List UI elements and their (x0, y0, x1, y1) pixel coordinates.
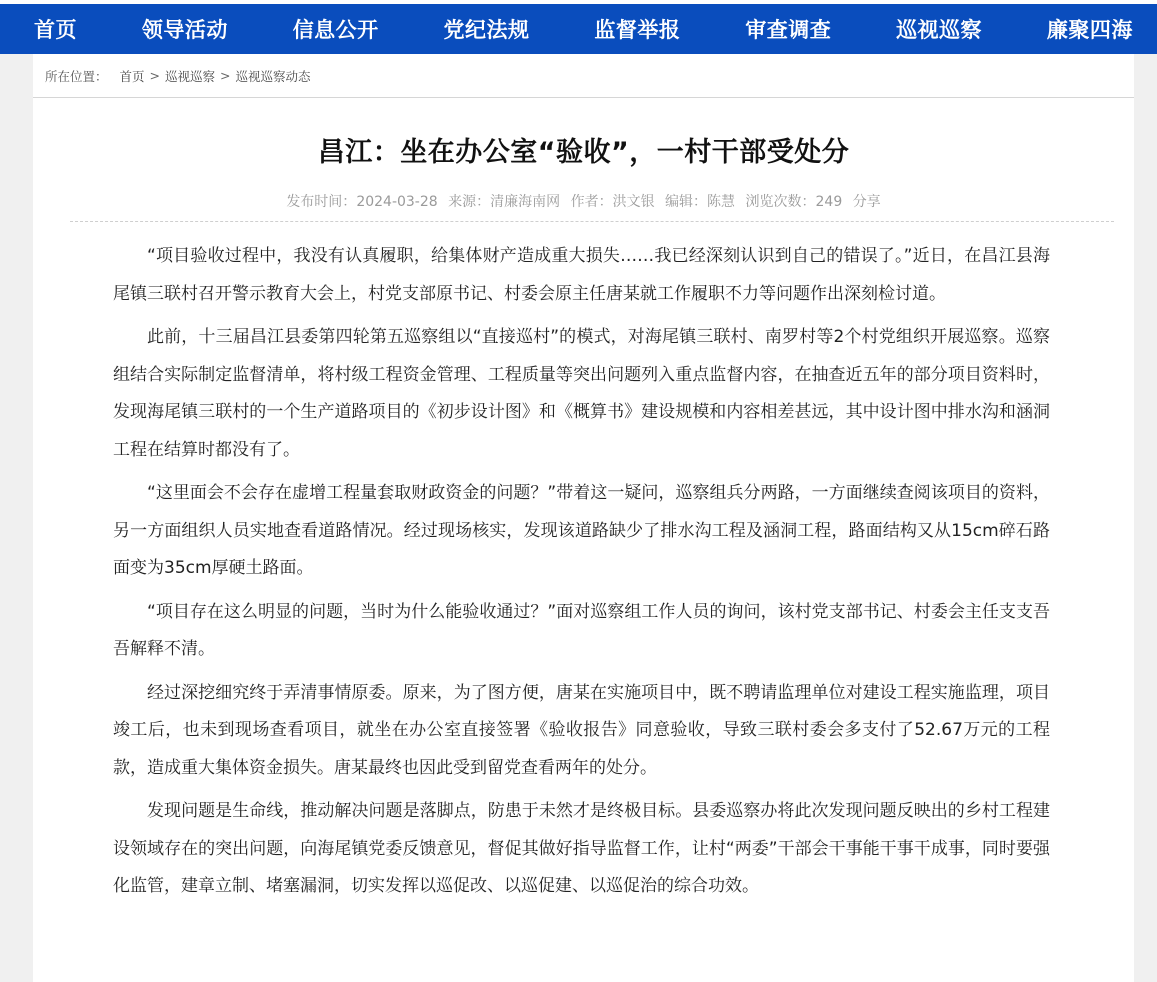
nav-item-information-disclosure[interactable]: 信息公开 (292, 18, 379, 42)
publish-date: 2024-03-28 (356, 194, 438, 210)
breadcrumb-separator: > (149, 68, 161, 83)
article-paragraph: 此前，十三届昌江县委第四轮第五巡察组以“直接巡村”的模式，对海尾镇三联村、南罗村等2个村党组织开展巡察。巡察组结合实际制定监督清单，将村级工程资金管理、工程质量等突出问题列入重点监督内容，在抽查近五年的部分项目资料时，发现海尾镇三联村的一个生产道路项目的《初步设计图》和《概算书》建设规模和内容相差甚远，其中设计图中排水沟和涵洞工程在结算时都没有了。 (113, 327, 1050, 460)
source-value: 清廉海南网 (490, 194, 561, 210)
breadcrumb-home[interactable]: 首页 (119, 68, 145, 84)
author (571, 194, 655, 210)
source (448, 194, 560, 210)
breadcrumb-separator: > (220, 68, 231, 83)
share-button[interactable]: 分享 (852, 194, 881, 210)
article-panel (33, 54, 1134, 982)
article-paragraph: 发现问题是生命线，推动解决问题是落脚点，防患于未然才是终极目标。县委巡察办将此次发现问题反映出的乡村工程建设领域存在的突出问题，向海尾镇党委反馈意见，督促其做好指导监督工作，让村“两委”干部会干事能干事干成事，同时要强化监管，建章立制、堵塞漏洞，切实发挥以巡促改、以巡促建、以巡促治的综合功效。 (113, 801, 1050, 896)
source-label: 来源： (448, 194, 491, 210)
nav-item-inspection-tour[interactable]: 巡视巡察 (896, 18, 983, 42)
article-paragraph: “项目存在这么明显的问题，当时为什么能验收通过？”面对巡察组工作人员的询问，该村党支部书记、村委会主任支支吾吾解释不清。 (113, 601, 1050, 659)
article-body (33, 222, 1134, 906)
nav-item-lianju-sihai[interactable]: 廉聚四海 (1046, 18, 1133, 42)
article-paragraph: “这里面会不会存在虚增工程量套取财政资金的问题？”带着这一疑问，巡察组兵分两路，一方面继续查阅该项目的资料，另一方面组织人员实地查看道路情况。经过现场核实，发现该道路缺少了排水沟工程及涵洞工程，路面结构又从15cm碎石路面变为35cm厚硬土路面。 (113, 483, 1050, 578)
breadcrumb-inspection[interactable]: 巡视巡察 (165, 68, 216, 84)
nav-item-review-investigation[interactable]: 审查调查 (745, 18, 832, 42)
views-value: 249 (815, 194, 843, 210)
author-value: 洪文银 (612, 194, 655, 210)
editor (665, 194, 735, 210)
breadcrumb-label: 所在位置： (45, 68, 108, 84)
article-title: 昌江：坐在办公室“验收”，一村干部受处分 (317, 137, 850, 168)
editor-value: 陈慧 (707, 194, 736, 210)
publish-label: 发布时间： (286, 194, 357, 210)
view-count (746, 194, 843, 210)
nav-item-home[interactable]: 首页 (34, 18, 77, 42)
nav-item-supervision-report[interactable]: 监督举报 (594, 18, 681, 42)
breadcrumb-inspection-news[interactable]: 巡视巡察动态 (235, 68, 311, 84)
article-paragraph: 经过深挖细究终于弄清事情原委。原来，为了图方便，唐某在实施项目中，既不聘请监理单位对建设工程实施监理，项目竣工后，也未到现场查看项目，就坐在办公室直接签署《验收报告》同意验收，导致三联村委会多支付了52.67万元的工程款，造成重大集体资金损失。唐某最终也因此受到留党查看两年的处分。 (113, 682, 1050, 778)
article-paragraph: “项目验收过程中，我没有认真履职，给集体财产造成重大损失……我已经深刻认识到自己的错误了。”近日，在昌江县海尾镇三联村召开警示教育大会上，村党支部原书记、村委会原主任唐某就工作履职不力等问题作出深刻检讨道。 (113, 246, 1050, 304)
article-meta (33, 191, 1134, 211)
author-label: 作者： (570, 194, 613, 210)
publish-time (286, 194, 437, 210)
views-label: 浏览次数： (745, 194, 816, 210)
breadcrumb (33, 54, 1134, 98)
main-navigation (0, 4, 1157, 54)
nav-item-leadership-activities[interactable]: 领导活动 (141, 18, 228, 42)
editor-label: 编辑： (665, 194, 708, 210)
nav-item-party-regulations[interactable]: 党纪法规 (443, 18, 530, 42)
